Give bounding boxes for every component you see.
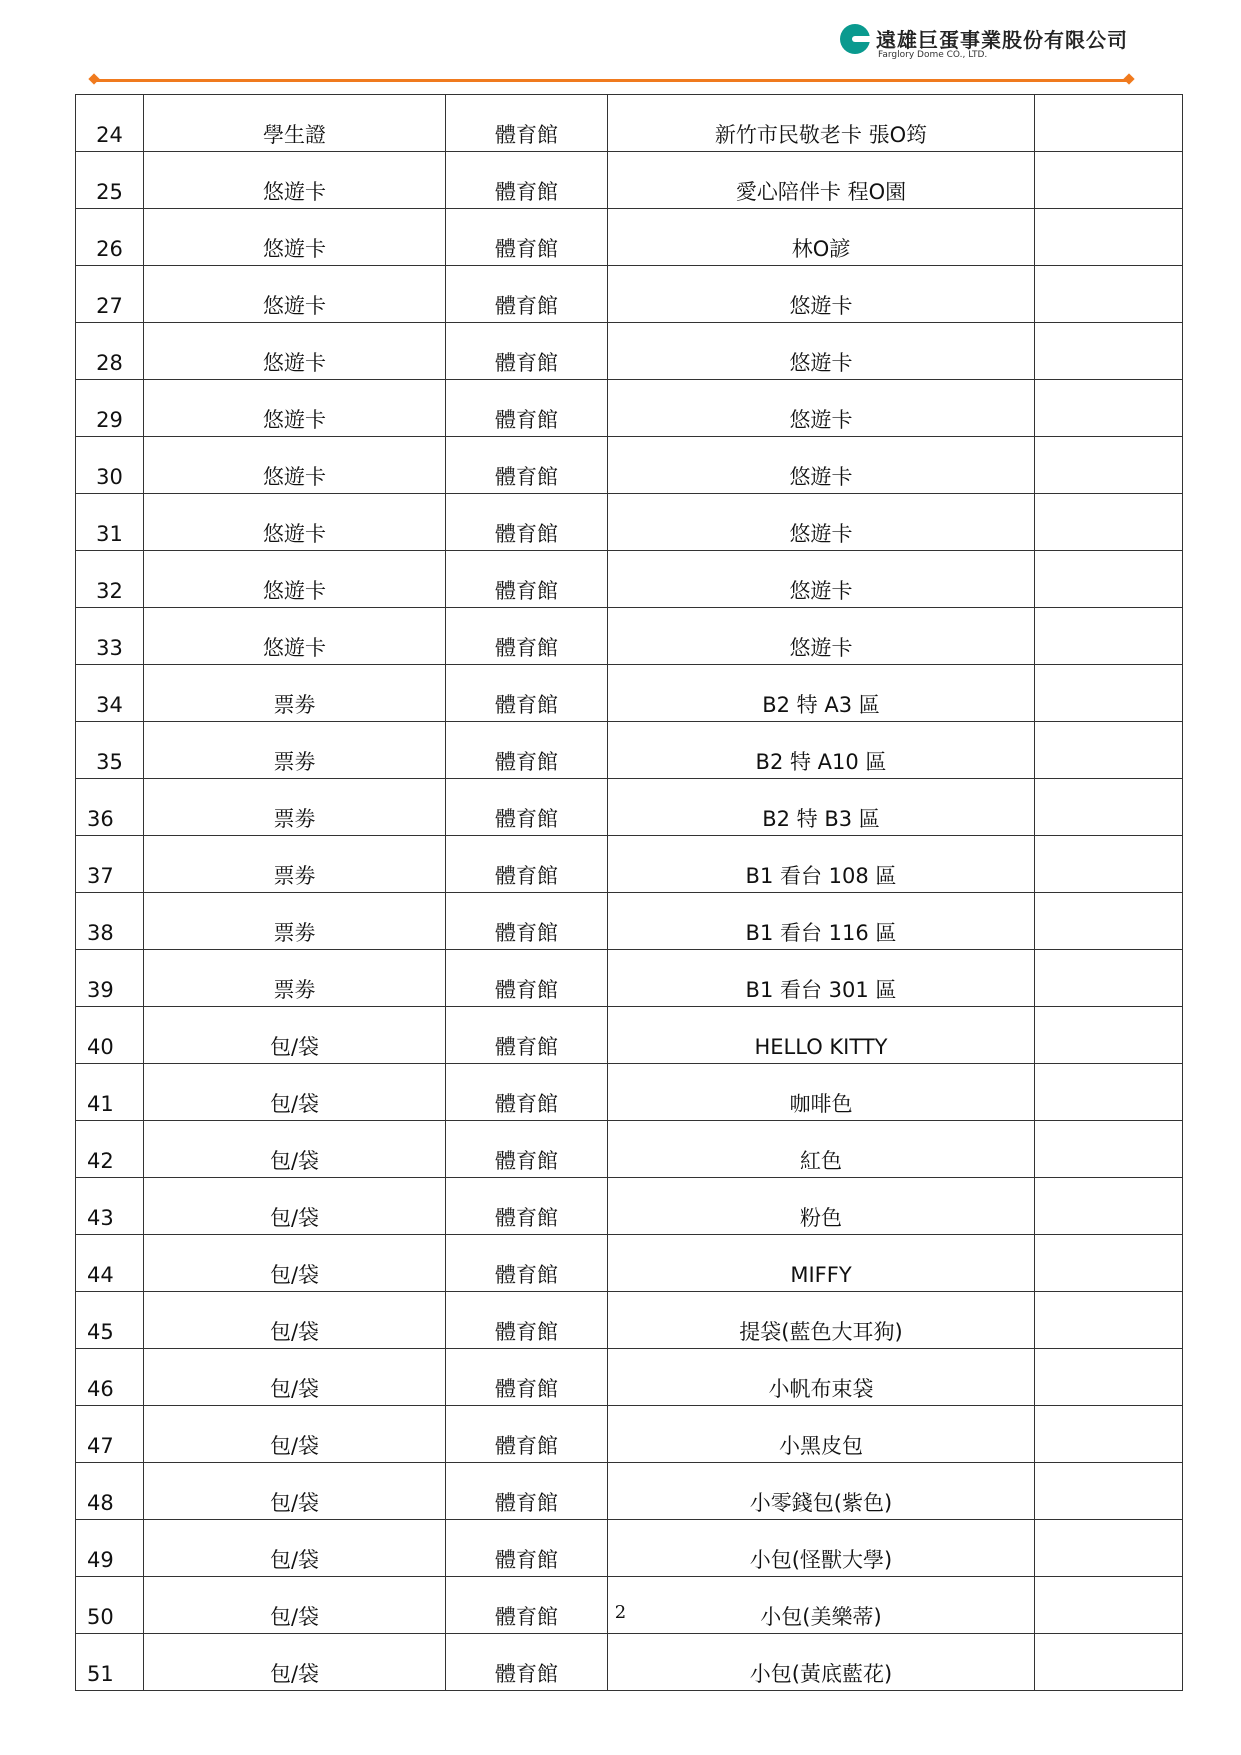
item-category: 包/袋	[144, 1121, 446, 1178]
table-row	[76, 1463, 1183, 1520]
header-divider	[94, 79, 1129, 82]
item-category: 包/袋	[144, 1577, 446, 1634]
item-number: 44	[76, 1235, 144, 1292]
location: 體育館	[446, 665, 608, 722]
item-number: 50	[76, 1577, 144, 1634]
remarks	[1035, 437, 1183, 494]
item-number: 38	[76, 893, 144, 950]
item-category: 悠遊卡	[144, 608, 446, 665]
location: 體育館	[446, 1178, 608, 1235]
item-number: 43	[76, 1178, 144, 1235]
location: 體育館	[446, 1007, 608, 1064]
remarks	[1035, 665, 1183, 722]
remarks	[1035, 1235, 1183, 1292]
item-number: 39	[76, 950, 144, 1007]
item-number: 49	[76, 1520, 144, 1577]
item-description: 悠遊卡	[608, 608, 1035, 665]
table-row	[76, 665, 1183, 722]
location: 體育館	[446, 893, 608, 950]
location: 體育館	[446, 779, 608, 836]
remarks	[1035, 551, 1183, 608]
item-number: 25	[76, 152, 144, 209]
item-description: 愛心陪伴卡 程O園	[608, 152, 1035, 209]
item-category: 包/袋	[144, 1520, 446, 1577]
item-category: 悠遊卡	[144, 437, 446, 494]
item-number: 31	[76, 494, 144, 551]
table-row	[76, 1292, 1183, 1349]
remarks	[1035, 608, 1183, 665]
item-number: 45	[76, 1292, 144, 1349]
item-category: 包/袋	[144, 1178, 446, 1235]
location: 體育館	[446, 836, 608, 893]
item-category: 包/袋	[144, 1634, 446, 1691]
remarks	[1035, 1406, 1183, 1463]
location: 體育館	[446, 1235, 608, 1292]
item-description: 新竹市民敬老卡 張O筠	[608, 95, 1035, 152]
remarks	[1035, 323, 1183, 380]
location: 體育館	[446, 437, 608, 494]
item-category: 悠遊卡	[144, 323, 446, 380]
table-row	[76, 722, 1183, 779]
remarks	[1035, 152, 1183, 209]
item-category: 悠遊卡	[144, 209, 446, 266]
item-category: 包/袋	[144, 1349, 446, 1406]
location: 體育館	[446, 722, 608, 779]
item-number: 40	[76, 1007, 144, 1064]
item-category: 包/袋	[144, 1463, 446, 1520]
table-row	[76, 1349, 1183, 1406]
location: 體育館	[446, 152, 608, 209]
item-category: 票劵	[144, 950, 446, 1007]
item-number: 37	[76, 836, 144, 893]
remarks	[1035, 380, 1183, 437]
location: 體育館	[446, 950, 608, 1007]
location: 體育館	[446, 1634, 608, 1691]
remarks	[1035, 1634, 1183, 1691]
location: 體育館	[446, 95, 608, 152]
item-number: 42	[76, 1121, 144, 1178]
item-description: 悠遊卡	[608, 494, 1035, 551]
item-category: 票劵	[144, 722, 446, 779]
table-row	[76, 1520, 1183, 1577]
item-description: 小包(美樂蒂)	[608, 1577, 1035, 1634]
item-category: 包/袋	[144, 1406, 446, 1463]
item-number: 36	[76, 779, 144, 836]
location: 體育館	[446, 1292, 608, 1349]
remarks	[1035, 722, 1183, 779]
location: 體育館	[446, 380, 608, 437]
item-category: 票劵	[144, 665, 446, 722]
location: 體育館	[446, 494, 608, 551]
location: 體育館	[446, 608, 608, 665]
item-description: 悠遊卡	[608, 380, 1035, 437]
table-row	[76, 380, 1183, 437]
location: 體育館	[446, 209, 608, 266]
item-number: 32	[76, 551, 144, 608]
item-description: 林O諺	[608, 209, 1035, 266]
item-category: 悠遊卡	[144, 266, 446, 323]
remarks	[1035, 779, 1183, 836]
item-category: 悠遊卡	[144, 152, 446, 209]
remarks	[1035, 494, 1183, 551]
location: 體育館	[446, 1349, 608, 1406]
item-description: B1 看台 108 區	[608, 836, 1035, 893]
item-number: 26	[76, 209, 144, 266]
item-number: 30	[76, 437, 144, 494]
item-description: 悠遊卡	[608, 323, 1035, 380]
item-description: 小零錢包(紫色)	[608, 1463, 1035, 1520]
logo-icon	[840, 24, 870, 54]
item-number: 34	[76, 665, 144, 722]
table-row	[76, 494, 1183, 551]
item-description: 提袋(藍色大耳狗)	[608, 1292, 1035, 1349]
table-row	[76, 1406, 1183, 1463]
table-row	[76, 836, 1183, 893]
item-number: 51	[76, 1634, 144, 1691]
item-description: 悠遊卡	[608, 266, 1035, 323]
table-row	[76, 608, 1183, 665]
table-row	[76, 551, 1183, 608]
item-description: 小黑皮包	[608, 1406, 1035, 1463]
remarks	[1035, 1007, 1183, 1064]
table-row	[76, 437, 1183, 494]
item-number: 33	[76, 608, 144, 665]
remarks	[1035, 266, 1183, 323]
table-row	[76, 1634, 1183, 1691]
item-description: B2 特 A10 區	[608, 722, 1035, 779]
table-row	[76, 209, 1183, 266]
location: 體育館	[446, 266, 608, 323]
item-category: 學生證	[144, 95, 446, 152]
table-row	[76, 779, 1183, 836]
item-number: 24	[76, 95, 144, 152]
remarks	[1035, 836, 1183, 893]
remarks	[1035, 1463, 1183, 1520]
item-description: 悠遊卡	[608, 551, 1035, 608]
table-row	[76, 95, 1183, 152]
table-row	[76, 950, 1183, 1007]
item-description: 粉色	[608, 1178, 1035, 1235]
item-description: B2 特 B3 區	[608, 779, 1035, 836]
company-name-cn: 遠雄巨蛋事業股份有限公司	[876, 28, 1128, 52]
remarks	[1035, 1520, 1183, 1577]
item-description: 咖啡色	[608, 1064, 1035, 1121]
table-row	[76, 1235, 1183, 1292]
remarks	[1035, 1178, 1183, 1235]
item-description: 小帆布束袋	[608, 1349, 1035, 1406]
location: 體育館	[446, 1121, 608, 1178]
table-row	[76, 1007, 1183, 1064]
item-number: 27	[76, 266, 144, 323]
location: 體育館	[446, 1463, 608, 1520]
location: 體育館	[446, 1064, 608, 1121]
remarks	[1035, 1292, 1183, 1349]
item-category: 票劵	[144, 779, 446, 836]
item-description: B1 看台 301 區	[608, 950, 1035, 1007]
item-number: 47	[76, 1406, 144, 1463]
location: 體育館	[446, 551, 608, 608]
item-category: 票劵	[144, 836, 446, 893]
remarks	[1035, 209, 1183, 266]
remarks	[1035, 1121, 1183, 1178]
location: 體育館	[446, 1577, 608, 1634]
item-number: 35	[76, 722, 144, 779]
location: 體育館	[446, 323, 608, 380]
table-row	[76, 1064, 1183, 1121]
page-number: 2	[614, 1602, 627, 1623]
table-row	[76, 152, 1183, 209]
item-description: 悠遊卡	[608, 437, 1035, 494]
item-description: B1 看台 116 區	[608, 893, 1035, 950]
item-number: 29	[76, 380, 144, 437]
item-category: 包/袋	[144, 1292, 446, 1349]
table-row	[76, 266, 1183, 323]
item-description: 小包(怪獸大學)	[608, 1520, 1035, 1577]
item-category: 包/袋	[144, 1064, 446, 1121]
item-category: 悠遊卡	[144, 380, 446, 437]
table-row	[76, 893, 1183, 950]
item-category: 悠遊卡	[144, 551, 446, 608]
remarks	[1035, 893, 1183, 950]
item-category: 票劵	[144, 893, 446, 950]
company-name-en: Farglory Dome CO., LTD.	[878, 50, 988, 60]
item-category: 包/袋	[144, 1235, 446, 1292]
lost-items-table	[75, 94, 1183, 1691]
item-description: MIFFY	[608, 1235, 1035, 1292]
remarks	[1035, 95, 1183, 152]
remarks	[1035, 950, 1183, 1007]
table-row	[76, 1121, 1183, 1178]
item-number: 46	[76, 1349, 144, 1406]
remarks	[1035, 1064, 1183, 1121]
item-number: 28	[76, 323, 144, 380]
remarks	[1035, 1349, 1183, 1406]
item-number: 41	[76, 1064, 144, 1121]
location: 體育館	[446, 1406, 608, 1463]
item-category: 悠遊卡	[144, 494, 446, 551]
table-row	[76, 323, 1183, 380]
item-number: 48	[76, 1463, 144, 1520]
item-description: 紅色	[608, 1121, 1035, 1178]
item-description: HELLO KITTY	[608, 1007, 1035, 1064]
item-description: B2 特 A3 區	[608, 665, 1035, 722]
table-row	[76, 1178, 1183, 1235]
item-category: 包/袋	[144, 1007, 446, 1064]
location: 體育館	[446, 1520, 608, 1577]
item-description: 小包(黃底藍花)	[608, 1634, 1035, 1691]
